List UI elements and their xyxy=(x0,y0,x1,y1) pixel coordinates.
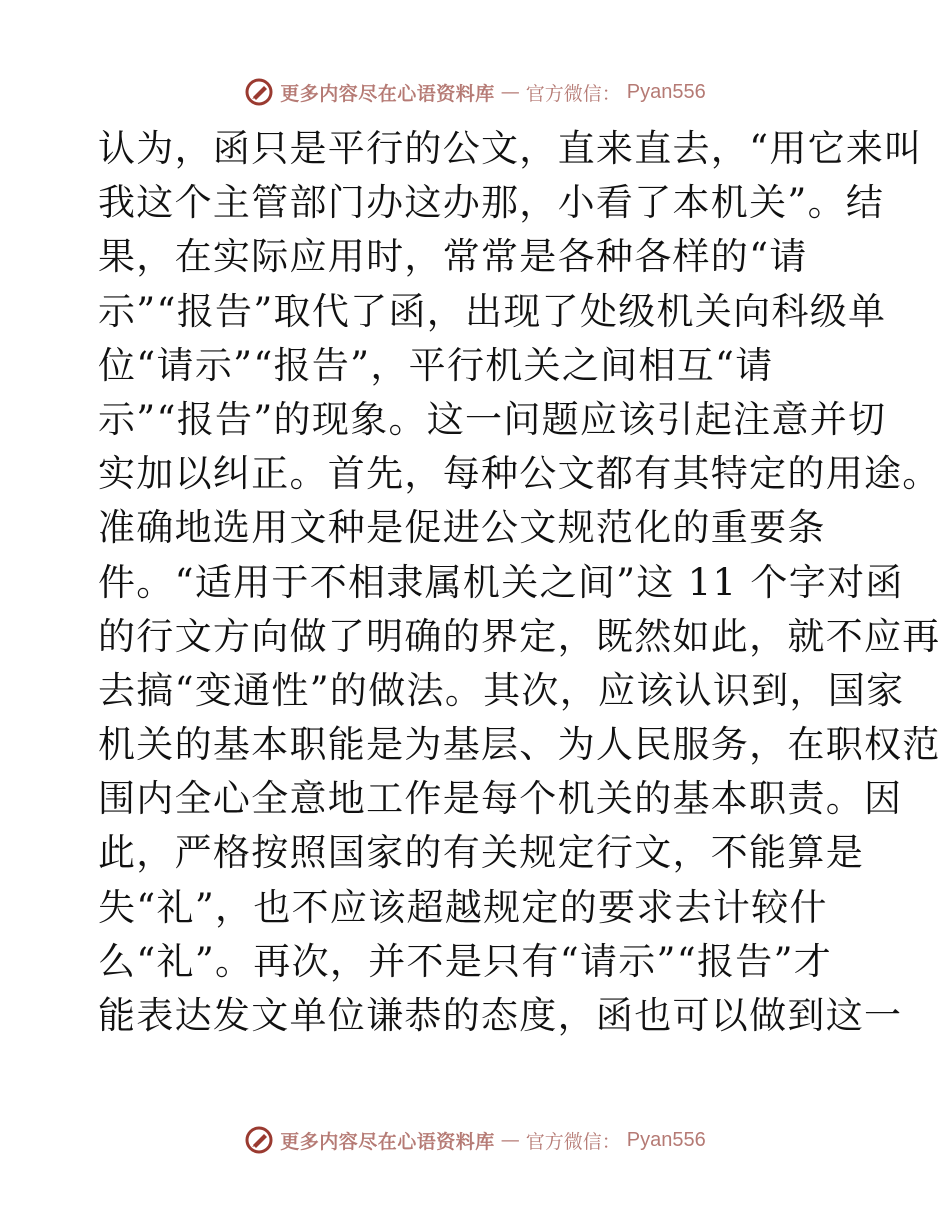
body-line: 失“礼”，也不应该超越规定的要求去计较什 xyxy=(98,885,828,929)
pen-seal-logo-icon xyxy=(244,77,274,107)
body-line: 去搞“变通性”的做法。其次，应该认识到，国家 xyxy=(98,668,905,712)
watermark-official-label: 官方微信： xyxy=(525,1130,621,1153)
body-line: 示”“报告”取代了函，出现了处级机关向科级单 xyxy=(98,289,887,333)
body-line: 示”“报告”的现象。这一问题应该引起注意并切 xyxy=(98,397,887,441)
body-line: 件。“适用于不相隶属机关之间”这 11 个字对函 xyxy=(98,560,904,604)
pen-seal-logo-icon xyxy=(244,1125,274,1155)
body-line: 果，在实际应用时，常常是各种各样的“请 xyxy=(98,235,808,279)
body-line: 准确地选用文种是促进公文规范化的重要条 xyxy=(98,506,826,550)
body-line: 能表达发文单位谦恭的态度，函也可以做到这一 xyxy=(98,994,903,1037)
body-line: 的行文方向做了明确的界定，既然如此，就不应再 xyxy=(98,614,941,658)
body-line: 么“礼”。再次，并不是只有“请示”“报告”才 xyxy=(98,939,833,983)
body-line: 位“请示”“报告”，平行机关之间相互“请 xyxy=(98,343,774,387)
watermark-official-label: 官方微信： xyxy=(525,82,621,105)
watermark-wechat-id: Pyan556 xyxy=(626,80,706,103)
body-line: 我这个主管部门办这办那，小看了本机关”。结 xyxy=(98,181,885,225)
watermark-separator: — xyxy=(500,1129,520,1151)
body-line: 围内全心全意地工作是每个机关的基本职责。因 xyxy=(98,777,903,821)
header-watermark xyxy=(0,72,950,112)
watermark-separator: — xyxy=(500,81,520,103)
watermark-text: 更多内容尽在心语资料库 xyxy=(280,82,495,105)
body-line: 此，严格按照国家的有关规定行文，不能算是 xyxy=(98,831,864,875)
body-line: 实加以纠正。首先，每种公文都有其特定的用途。 xyxy=(98,452,941,496)
body-line: 机关的基本职能是为基层、为人民服务，在职权范 xyxy=(98,723,941,767)
document-body xyxy=(98,122,941,1043)
body-line: 认为，函只是平行的公文，直来直去，“用它来叫 xyxy=(98,127,923,170)
watermark-text: 更多内容尽在心语资料库 xyxy=(280,1130,495,1153)
watermark-wechat-id: Pyan556 xyxy=(626,1128,706,1151)
footer-watermark xyxy=(0,1120,950,1160)
